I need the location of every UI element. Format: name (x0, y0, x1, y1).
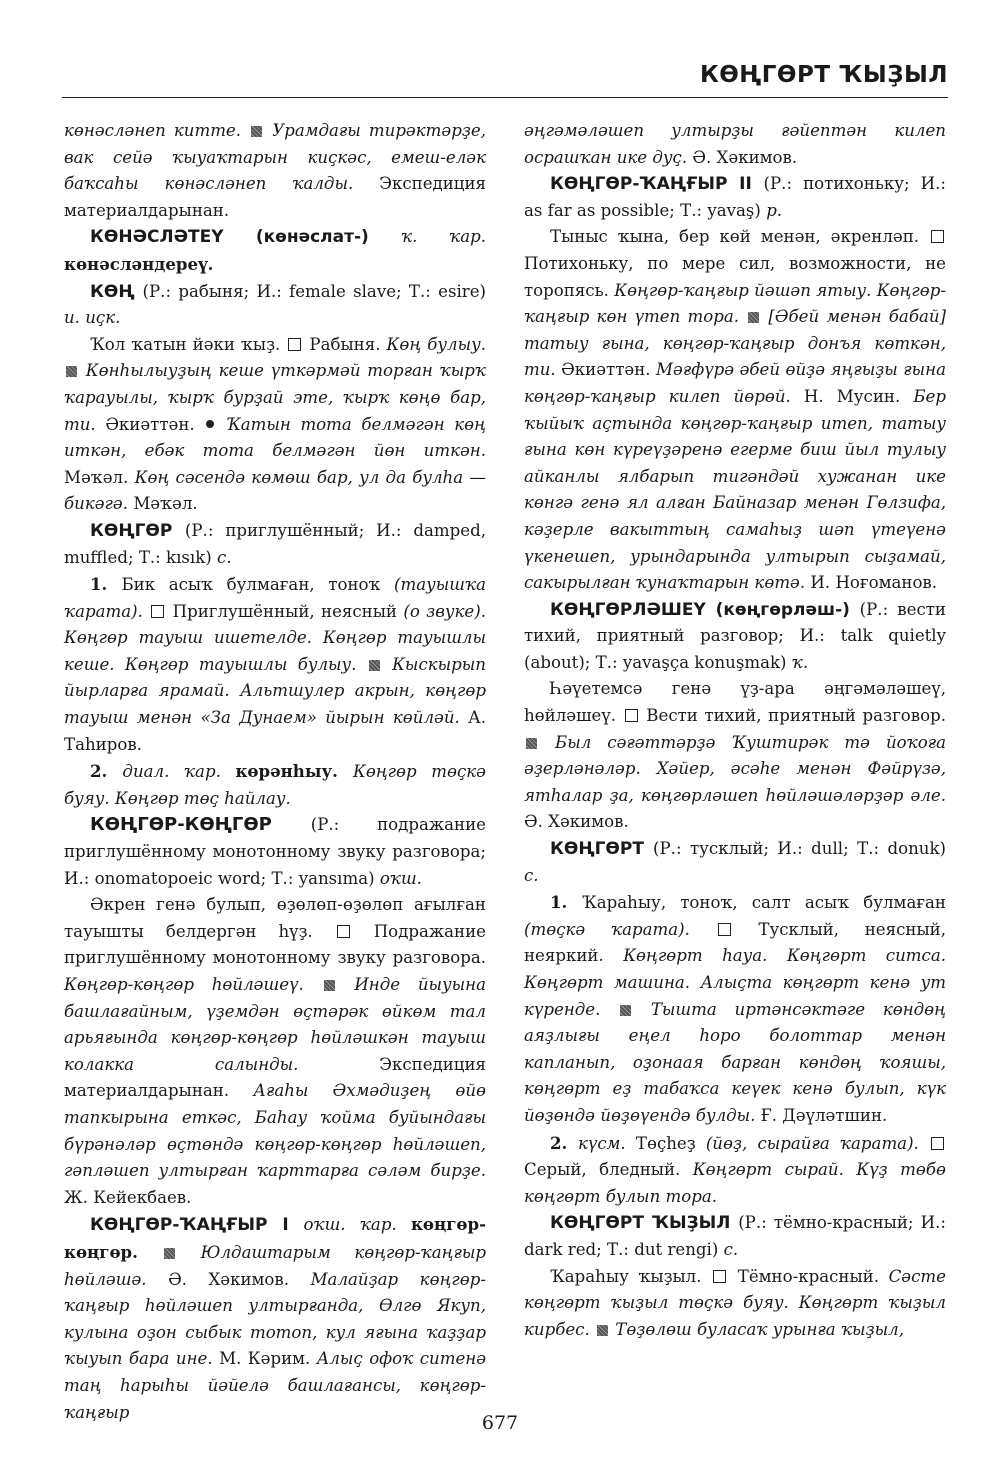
italic-text: Төҙөлөш буласаҡ урынға ҡыҙыл, (610, 1319, 904, 1339)
example-marker-icon (597, 1325, 608, 1336)
paragraph (64, 892, 486, 1211)
text-segment: (Р.: вести тихий, приятный разговор; И.: talk quietly (about); Т.: yavaşça konuşmak) (524, 599, 946, 672)
text-segment: (Р.: приглушённый; И.: damped, muffled; Т.: kısık) (64, 520, 487, 567)
italic-text: Алыҫ офоҡ ситенә таң һарыһы йәйелә башлағансы, көңгөр-ҡаңғыр (64, 1349, 487, 1422)
text-segment: (Р.: потихоньку; И.: as far as possible; Т.: yavaş) (524, 174, 946, 220)
italic-text: [Әбей менән бабай] татыу ғына, көңгөр-ҡаңғыр донъя көткән, ти. (524, 307, 947, 380)
text-segment: Потихоньку, по мере сил, возможности, не торопясь. (524, 253, 946, 300)
italic-text: Бер ҡыйыҡ аҫтында көңгөр-ҡаңғыр итеп, татыу ғына көн күреүҙәренә егерме биш йыл тулыу айканлы ялбарып тигәндәй хужанан ике көнгә генә ял алған Байназар менән Гөлзифа, кәҙерле вакыттың самаһыҙ шәп үтеүенә үкенешеп, урындарында ултырып сыҙамай, сакырылған ҡунаҡтарын көтә. (524, 386, 946, 593)
text-segment: Ж. Кейекбаев. (64, 1187, 192, 1207)
italic-text: Юлдаштарым көңгөр-ҡаңғыр һөйләшә. (64, 1242, 486, 1289)
paragraph (64, 224, 486, 278)
italic-text: оҡш. (379, 868, 422, 888)
running-head: КӨҢГӨРТ ҠЫҘЫЛ (699, 62, 948, 88)
italic-text: Ҡатын тота белмәгән көң иткән, ебәк тота белмәгән йөн иткән. (64, 414, 486, 461)
translation-marker-icon (931, 230, 944, 243)
text-segment: Мәҡәл. (133, 494, 198, 514)
bold-text: 1. (550, 892, 582, 913)
paragraph (524, 118, 946, 171)
paragraph (524, 1210, 946, 1263)
italic-text: Көңгөр төҫкә буяу. Көңгөр төҫ һайлау. (64, 762, 486, 808)
italic-text: ҡ. (791, 652, 809, 672)
right-column (524, 118, 946, 1343)
italic-text: р. (766, 200, 783, 220)
example-marker-icon (324, 980, 335, 991)
paragraph (64, 518, 486, 571)
italic-text: Урамдағы тирәктәрҙе, вак сейә ҡыуаҡтарын киҫкәс, емеш-еләк баҡсаһы көнәсләнеп ҡалды. (64, 121, 486, 194)
italic-text: Көң булыу. (386, 334, 486, 354)
text-segment: Экспедиция материалдарынан. (64, 174, 486, 220)
text-segment: Ә. Хәкимов. (524, 812, 629, 832)
text-segment: Әкрен генә булып, өҙөлөп-өҙөлөп ағылған тауышты белдергән һүҙ. (64, 895, 486, 941)
text-segment: Ә. Хәкимов. (692, 147, 798, 167)
example-marker-icon (620, 1005, 631, 1016)
example-marker-icon (369, 660, 380, 671)
text-segment: Ғ. Дәүләтшин. (760, 1105, 888, 1125)
example-marker-icon (526, 738, 537, 749)
paragraph (64, 332, 486, 518)
paragraph (64, 812, 486, 892)
text-segment: Һәүетемсә генә үҙ-ара әңгәмәләшеү, һөйләшеү. (524, 679, 946, 726)
translation-marker-icon (625, 709, 638, 722)
headword: КӨҢГӨР-ҠАҢҒЫР I (90, 1215, 304, 1236)
paragraph (524, 889, 946, 1129)
text-segment: Әкиәттән. (561, 360, 657, 380)
example-marker-icon (164, 1248, 175, 1259)
bold-text: 2. (90, 761, 123, 782)
page-number: 677 (481, 1412, 519, 1434)
italic-text: Көң сәсендә көмөш бар, ул да булһа — бикәгә. (64, 467, 486, 514)
text-segment: Мәҡәл. (64, 467, 135, 487)
example-marker-icon (748, 312, 759, 323)
header-rule (62, 97, 948, 98)
text-segment: (Р.: подражание приглушённому монотонному звуку разговора; И.: onomatopoeic word; Т.: yansıma) (64, 815, 486, 888)
italic-text: Тышта иртәнсәктәге көндөң аяҙлығы еңел һоро болоттар менән капланып, оҙонаая барған көндөң ҡояшы, көңгөрт еҙ табаҡса кеүек кенә булып, күк йөҙөндә йөҙөүендә булды. (524, 999, 946, 1125)
paragraph (64, 279, 486, 332)
italic-text: с. (217, 547, 232, 567)
paragraph (524, 1264, 946, 1344)
text-segment: Серый, бледный. (524, 1160, 693, 1180)
text-segment: Подражание приглушённому монотонному звуку разговора. (64, 921, 486, 968)
italic-text: Көңгөр-көңгөр һөйләшеү. (64, 975, 322, 994)
italic-text: Ағаһы Әхмәдиҙең өйө тапкырына еткәс, Баһау ҡойма буйындағы бүрәнәләр өҫтөндә көңгөр-көңгөр һөйләшеп, гәпләшеп ултырған ҡарттарға сәләм бирҙе. (64, 1081, 487, 1181)
paragraph (524, 1130, 946, 1211)
italic-text: (тауышҡа ҡарата). (64, 575, 486, 621)
translation-marker-icon (288, 338, 301, 351)
italic-text: Малайҙар көңгөр-ҡаңғыр һөйләшеп ултырғанда, Өлгө Якуп, кулына оҙон сыбык тотоп, кул яғына ҡаҙҙар ҡыуып бара ине. (64, 1269, 486, 1369)
headword: КӨҢГӨРТ ҠЫҘЫЛ (550, 1213, 739, 1234)
text-segment: (Р.: тусклый; И.: dull; Т.: donuk) (653, 839, 947, 859)
italic-text: (төҫкә ҡарата). (524, 919, 716, 939)
italic-text: ҡ. ҡар. (401, 227, 486, 247)
italic-text: (йөҙ, сырайға ҡарата). (705, 1133, 929, 1153)
text-segment: Тыныс ҡына, бер көй менән, әкренләп. (550, 227, 929, 247)
bold-text: көңгөр-көңгөр. (64, 1214, 486, 1262)
italic-text: Был сәғәттәрҙә Ҡуштирәк тә йоҡоға әҙерләнәләр. Хәйер, әсәһе менән Фәйрүзә, ятһалар ҙа, көңгөрләшеп һөйләшәләрҙәр әле. (524, 732, 946, 805)
italic-text: с. (723, 1239, 739, 1259)
italic-text: оҡш. ҡар. (303, 1215, 411, 1235)
text-segment: Бик асыҡ булмаған, тоноҡ (121, 575, 395, 595)
italic-text: Көңгөр-ҡаңғыр йәшәп ятыу. Көңгөр-ҡаңғыр көн үтеп тора. (524, 280, 946, 327)
italic-text: Мәғфүрә әбей өйҙә яңғыҙы ғына көңгөр-ҡаңғыр килеп йөрөй. (524, 360, 946, 406)
left-column (64, 118, 486, 1426)
paragraph (64, 118, 486, 224)
italic-text: күсм. (578, 1133, 636, 1153)
italic-text: Сәсте көңгөрт ҡыҙыл төҫкә буяу. Көңгөрт ҡыҙыл кирбес. (524, 1266, 946, 1339)
bold-text: 2. (550, 1132, 578, 1153)
text-segment: А. Таһиров. (64, 708, 486, 754)
text-segment: Әкиәттән. (105, 414, 205, 434)
text-segment: Приглушённый, неясный (166, 601, 404, 621)
text-segment: Рабыня. (303, 334, 387, 354)
headword: КӨҢГӨР-КӨҢГӨР (90, 814, 311, 836)
text-segment: М. Кәрим. (219, 1349, 317, 1369)
text-segment: Ҡараһыу ҡыҙыл. (550, 1266, 712, 1286)
translation-marker-icon (151, 605, 164, 618)
headword: КӨҢГӨРТ (550, 839, 654, 860)
paragraph (524, 171, 946, 224)
italic-text: Көңгөрт һауа. Көңгөрт ситса. Көңгөрт машина. Алыҫта көңгөрт кенә ут күренде. (524, 946, 946, 1019)
translation-marker-icon (718, 923, 731, 936)
text-segment: (Р.: рабыня; И.: female slave; Т.: esire) (142, 281, 486, 301)
italic-text: диал. ҡар. (122, 762, 236, 782)
translation-marker-icon (713, 1270, 726, 1283)
italic-text: әңгәмәләшеп ултырҙы ғәйептән килеп осрашҡан ике дуҫ. (524, 121, 946, 167)
headword: КӨНӘСЛӘТЕҮ (көнәслат-) (90, 227, 402, 248)
paragraph (64, 758, 486, 812)
italic-text: и. иҫк. (64, 308, 121, 328)
italic-text: көнәсләнеп китте. (64, 121, 250, 140)
paragraph (524, 224, 946, 596)
paragraph (64, 571, 486, 758)
italic-text: с. (524, 865, 539, 885)
italic-text: Көңгөрт сырай. Күҙ төбө көңгөрт булып тора. (524, 1160, 946, 1206)
italic-text: (о звуке). Көңгөр тауыш ишетелде. Көңгөр тауышлы кеше. Көңгөр тауышлы булыу. (64, 601, 486, 674)
text-segment: Вести тихий, приятный разговор. (639, 706, 946, 726)
paragraph (64, 1211, 486, 1426)
text-segment: Экспедиция материалдарынан. (64, 1054, 486, 1101)
text-segment: (Р.: тёмно-красный; И.: dark red; Т.: dut rengi) (524, 1213, 946, 1259)
proverb-bullet-icon (206, 420, 214, 428)
headword: КӨҢГӨР (90, 520, 185, 541)
bold-text: 1. (90, 574, 122, 595)
bold-text: көнәсләндереү. (64, 253, 214, 274)
text-segment: И. Ноғоманов. (810, 573, 938, 593)
bold-text: көрәнһыу. (235, 761, 353, 782)
example-marker-icon (66, 366, 77, 377)
italic-text: Көнһылыуҙың кеше үткәрмәй торған ҡырҡ ҡарауылы, ҡырҡ бурҙай эте, ҡырҡ көңө бар, ти. (64, 361, 486, 434)
paragraph (524, 597, 946, 677)
italic-text: Кыскырып йырларға ярамай. Альтшулер акрын, көңгөр тауыш менән «За Дунаем» йырын көйләй. (64, 654, 486, 728)
text-segment: Тусклый, неясный, неяркий. (524, 919, 946, 966)
text-segment: Ҡараһыу, тоноҡ, салт асыҡ булмаған (581, 893, 946, 913)
headword: КӨҢГӨРЛӘШЕҮ (көңгөрләш-) (550, 599, 860, 620)
text-segment: Ә. Хәкимов. (168, 1269, 311, 1289)
headword: КӨҢГӨР-ҠАҢҒЫР II (550, 174, 764, 195)
text-segment: Ҡол ҡатын йәки ҡыҙ. (90, 334, 287, 354)
paragraph (524, 836, 946, 889)
text-segment: Н. Мусин. (803, 386, 914, 406)
translation-marker-icon (931, 1137, 944, 1150)
text-segment: Тёмно-красный. (728, 1266, 889, 1286)
text-segment: Төҫһеҙ (635, 1133, 706, 1153)
example-marker-icon (251, 126, 262, 137)
italic-text: Инде йыуына башлағайным, үҙемдән өҫтәрәк өйкөм тал арьяғында көңгөр-көңгөр һөйләшкән тауыш колакка салынды. (64, 975, 486, 1074)
translation-marker-icon (337, 925, 350, 938)
paragraph (524, 676, 946, 836)
headword: КӨҢ (90, 281, 143, 302)
